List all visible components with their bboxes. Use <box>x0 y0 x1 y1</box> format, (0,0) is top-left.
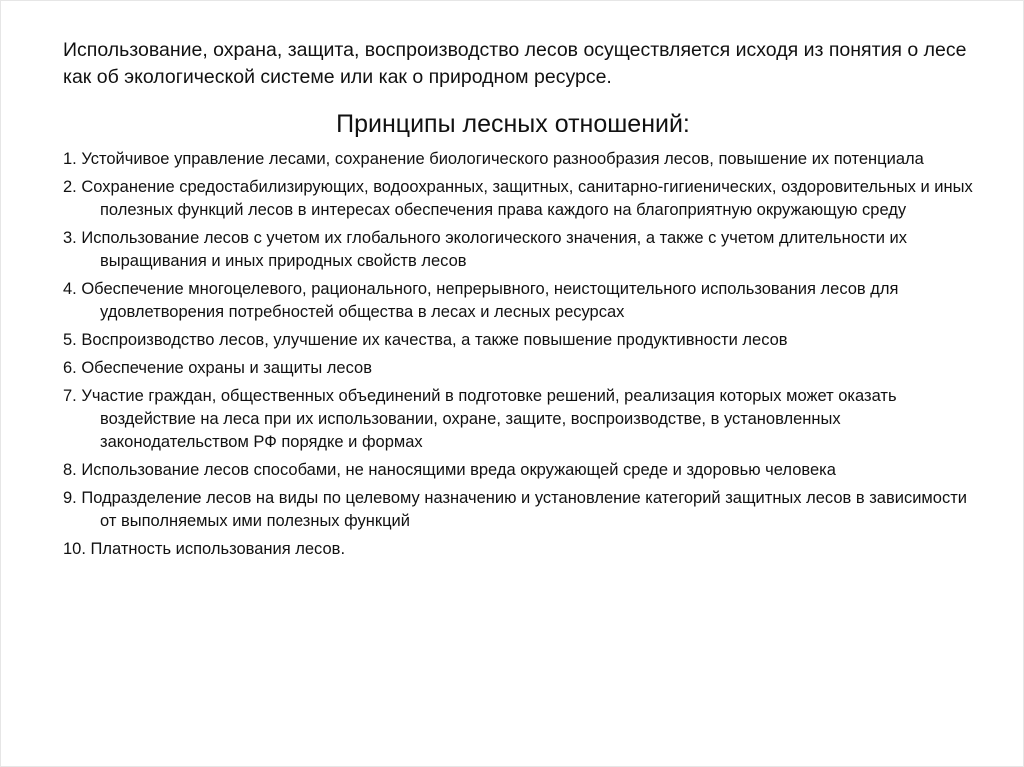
principles-list <box>63 148 983 566</box>
principle-item: 6. Обеспечение охраны и защиты лесов <box>63 359 372 377</box>
principle-item: 4. Обеспечение многоцелевого, рационального, непрерывного, неистощительного использования лесов для удовлетворения потребностей общества в лесах и лесных ресурсах <box>63 280 899 321</box>
intro-paragraph: Использование, охрана, защита, воспроизводство лесов осуществляется исходя из понятия о лесе как об экологической системе или как о природном ресурсе. <box>63 39 967 88</box>
principle-item: 5. Воспроизводство лесов, улучшение их качества, а также повышение продуктивности лесов <box>63 331 788 349</box>
principle-item: 3. Использование лесов с учетом их глобального экологического значения, а также с учетом длительности их выращивания и иных природных свойств лесов <box>63 229 908 270</box>
principle-item: 2. Сохранение средостабилизирующих, водоохранных, защитных, санитарно-гигиенических, оздоровительных и иных полезных функций лесов в интересах обеспечения права каждого на благоприятную окружающую среду <box>63 178 973 219</box>
principle-item: 7. Участие граждан, общественных объединений в подготовке решений, реализация которых может оказать воздействие на леса при их использовании, охране, защите, воспроизводстве, в установленных законодательством РФ порядке и формах <box>63 387 897 451</box>
principle-item: 10. Платность использования лесов. <box>63 540 346 558</box>
principle-item: 9. Подразделение лесов на виды по целевому назначению и установление категорий защитных лесов в зависимости от выполняемых ими полезных функций <box>63 489 967 530</box>
principles-heading: Принципы лесных отношений: <box>336 110 690 138</box>
principle-item: 8. Использование лесов способами, не наносящими вреда окружающей среде и здоровью человека <box>63 461 836 479</box>
principle-item: 1. Устойчивое управление лесами, сохранение биологического разнообразия лесов, повышение их потенциала <box>63 150 924 168</box>
